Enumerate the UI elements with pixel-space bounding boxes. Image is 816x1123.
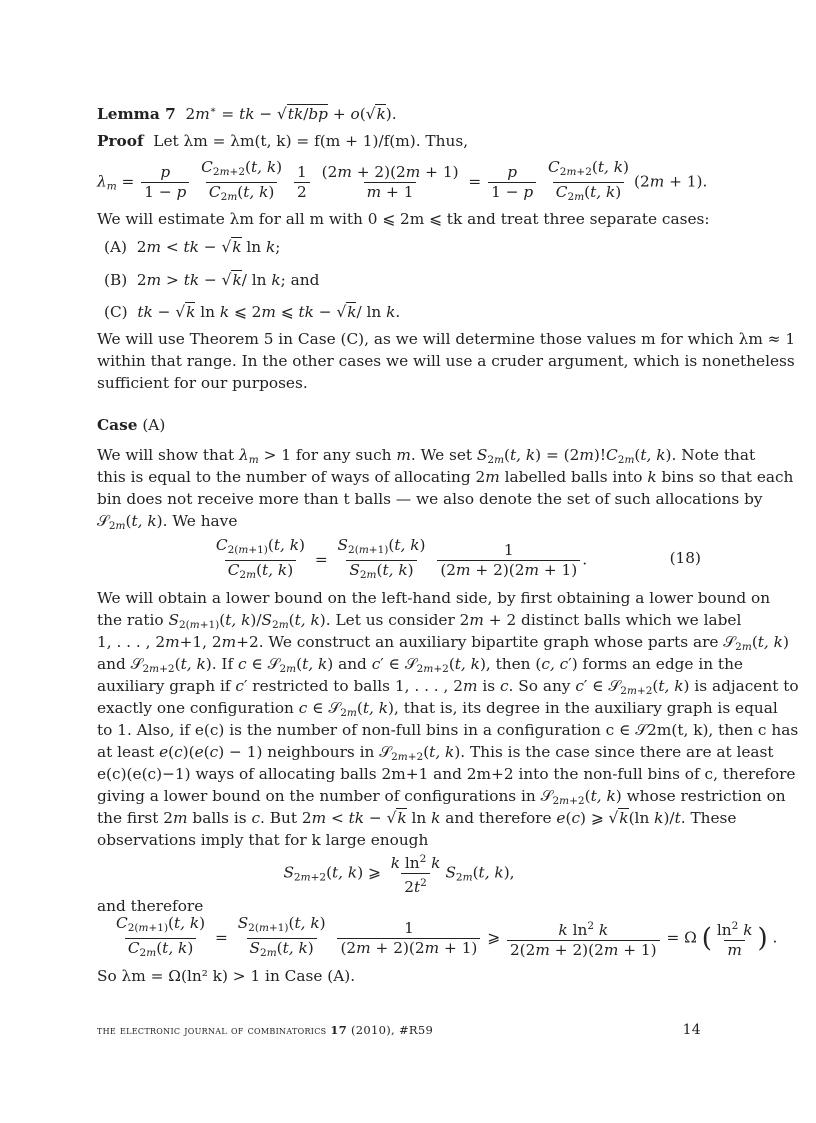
case-a-item: (A) 2m < tk − √k ln k; bbox=[104, 238, 281, 256]
para3-line2: this is equal to the number of ways of allocating 2m labelled balls into k bins so that each bbox=[97, 468, 794, 486]
proof-text: Let λm = λm(t, k) = f(m + 1)/f(m). Thus, bbox=[153, 132, 469, 150]
and-therefore-text: and therefore bbox=[97, 897, 204, 915]
para4-line12: observations imply that for k large enough bbox=[97, 831, 429, 849]
para4-line3: 1, . . . , 2m+1, 2m+2. We construct an auxiliary bipartite graph whose parts are 𝒮$_{2m}$(t, k) bbox=[97, 633, 789, 653]
equation-18: $\frac{C_{2(m+1)}(t, k)}{C_{2m}(t, k)}$ = $\frac{S_{2(m+1)}(t, k)}{S_{2m}(t, k)}$ $\frac{1}{(2m + 2)(2m + 1)}$ . bbox=[97, 536, 701, 585]
journal-volume: 17 bbox=[330, 1023, 348, 1037]
case-a-heading: Case (A) bbox=[97, 416, 166, 434]
para4-line11: the first 2m balls is c. But 2m < tk − √k ln k and therefore e(c) ⩾ √k(ln k)/t. These bbox=[97, 809, 737, 827]
proof-line bbox=[97, 130, 701, 152]
para3-line4: 𝒮$_{2m}$(t, k). We have bbox=[97, 512, 238, 532]
para4-line7: to 1. Also, if e(c) is the number of non-full bins in a configuration c ∈ 𝒮2m(t, k), then c has bbox=[97, 721, 799, 739]
para4-line5: auxiliary graph if c′ restricted to balls 1, . . . , 2m is c. So any c′ ∈ 𝒮$_{2m+2}$(t, k) is adjacent to bbox=[97, 677, 799, 697]
journal-year-article: (2010), #R59 bbox=[351, 1023, 434, 1037]
lemma-label: Lemma 7 bbox=[97, 105, 176, 124]
case-b-item: (B) 2m > tk − √k/ ln k; and bbox=[104, 271, 320, 289]
para4-line1: We will obtain a lower bound on the left-hand side, by first obtaining a lower bound on bbox=[97, 589, 771, 607]
page-number: 14 bbox=[682, 1022, 701, 1038]
lower-bound-inequality: $S_{2m+2}(t$, k) ⩾ $\frac{k \ln^2 k}{2t^2}$ $S_{2m}(t$, k), bbox=[283, 853, 515, 896]
para2-line3: sufficient for our purposes. bbox=[97, 374, 308, 392]
page-footer bbox=[97, 1019, 701, 1041]
para2-line2: within that range. In the other cases we will use a cruder argument, which is nonetheless bbox=[97, 352, 795, 370]
journal-name: the electronic journal of combinatorics bbox=[97, 1023, 327, 1037]
para4-line6: exactly one configuration c ∈ 𝒮$_{2m}$(t, k), that is, its degree in the auxiliary graph is equal bbox=[97, 699, 778, 719]
final-equation: $\frac{C_{2(m+1)}(t, k)}{C_{2m}(t, k)}$ = $\frac{S_{2(m+1)}(t, k)}{S_{2m}(t, k)}$ $\frac{1}{(2m + 2)(2m + 1)}$ ⩾ $\frac{k \ln^2 k}{2(2m + 2)(2m + 1)}$ = Ω ( $\frac{\ln^2 k}{m}$ ) . bbox=[111, 914, 701, 963]
proof-label: Proof bbox=[97, 132, 144, 150]
para4-line2: the ratio $S_{2(m+1)}(t$, $k)/S_{2m}(t$, k). Let us consider 2m + 2 distinct balls which we label bbox=[97, 611, 742, 631]
case-c-item: (C) tk − √k ln k ⩽ 2m ⩽ tk − √k/ ln k. bbox=[104, 303, 401, 321]
para3-line3: bin does not receive more than t balls — we also denote the set of such allocations by bbox=[97, 490, 763, 508]
para3-line1: We will show that $\lambda_m > 1$ for any such m. We set $S_{2m}(t$, $k) = (2m)!C_{2m}(t$, k). Note that bbox=[97, 446, 756, 466]
lambda-equation: $\lambda_m$ = $\frac{p}{1 - p}$ $\frac{C_{2m+2}(t, k)}{C_{2m}(t, k)}$ $\frac{1}{2}$ $\frac{(2m + 2)(2m + 1)}{m + 1}$ = $\frac{p}{1 - p}$ $\frac{C_{2m+2}(t, k)}{C_{2m}(t, k)}$ (2m + 1). bbox=[97, 158, 701, 202]
lemma-statement: Lemma 7 2m∗ = tk − √tk/bp + o(√k). bbox=[97, 105, 397, 124]
para4-line9: e(c)(e(c)−1) ways of allocating balls 2m+1 and 2m+2 into the non-full bins of c, therefore bbox=[97, 765, 796, 783]
conclusion-line: So λm = Ω(ln² k) > 1 in Case (A). bbox=[97, 967, 356, 985]
para4-line10: giving a lower bound on the number of configurations in 𝒮$_{2m+2}$(t, k) whose restriction on bbox=[97, 787, 786, 807]
para4-line8: at least e(c)(e(c) − 1) neighbours in 𝒮$_{2m+2}$(t, k). This is the case since there are at least bbox=[97, 743, 774, 763]
estimate-paragraph: We will estimate λm for all m with 0 ⩽ 2m ⩽ tk and treat three separate cases: bbox=[97, 210, 710, 228]
para2-line1: We will use Theorem 5 in Case (C), as we will determine those values m for which λm ≈ 1 bbox=[97, 330, 796, 348]
para4-line4: and 𝒮$_{2m+2}$(t, k). If c ∈ 𝒮$_{2m}$(t, k) and c′ ∈ 𝒮$_{2m+2}$(t, k), then (c, c′) forms an edge in the bbox=[97, 655, 743, 675]
equation-number: (18) bbox=[669, 549, 701, 567]
